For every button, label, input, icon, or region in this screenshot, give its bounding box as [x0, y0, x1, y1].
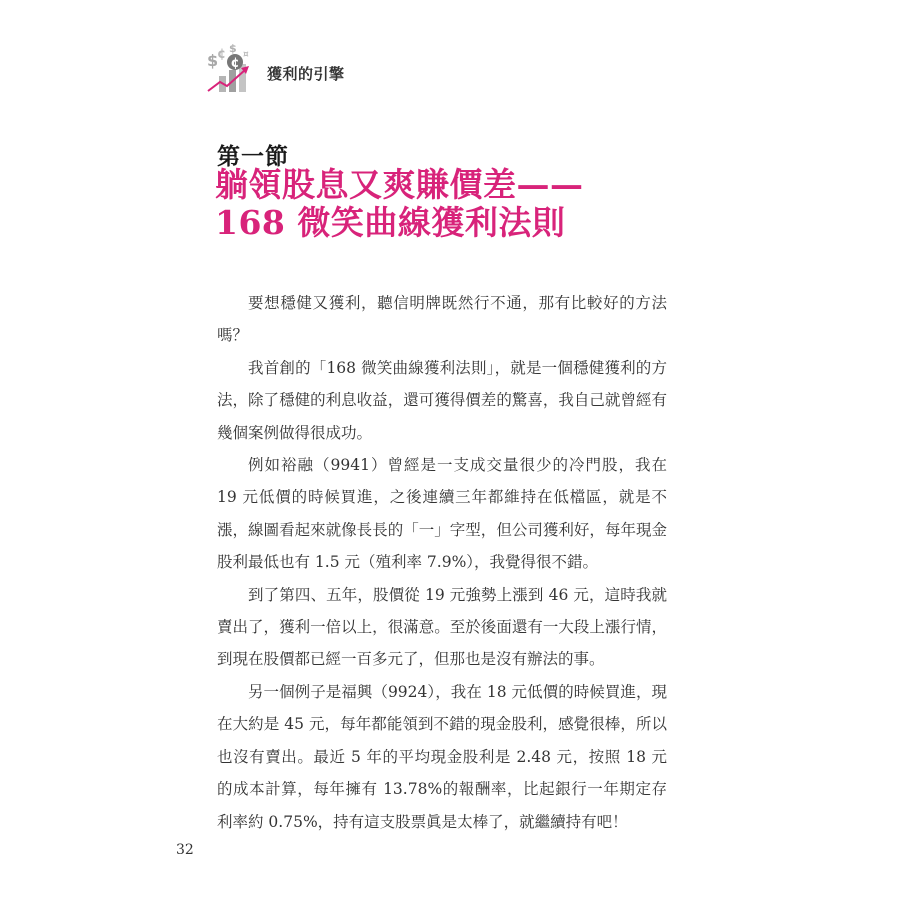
running-title: 獲利的引擎 [267, 65, 345, 83]
paragraph: 例如裕融（9941）曾經是一支成交量很少的冷門股，我在 19 元低價的時候買進，之後連續三年都維持在低檔區，就是不漲，線圖看起來就像長長的「一」字型，但公司獲利好，每年現金股利最低也有 1.5 元（殖利率 7.9%），我覺得很不錯。 [217, 456, 667, 572]
running-header [205, 42, 345, 94]
paragraph: 要想穩健又獲利，聽信明牌既然行不通，那有比較好的方法嗎？ [217, 294, 667, 345]
section-label: 第一節 [217, 144, 289, 170]
svg-text:$: $ [207, 51, 219, 70]
paragraph: 我首創的「168 微笑曲線獲利法則」，就是一個穩健獲利的方法，除了穩健的利息收益，還可獲得價差的驚喜，我自己就曾經有幾個案例做得很成功。 [217, 358, 667, 442]
page-number: 32 [176, 842, 194, 858]
svg-text:¢: ¢ [230, 56, 240, 71]
svg-text:$: $ [229, 44, 237, 55]
paragraph: 另一個例子是福興（9924），我在 18 元低價的時候買進，現在大約是 45 元，每年都能領到不錯的現金股利，感覺很棒，所以也沒有賣出。最近 5 年的平均現金股利是 2.48 元，按照 18 元的成本計算，每年擁有 13.78%的報酬率，比起銀行一年期定存利率約 0.75%，持有這支股票眞是太棒了，就繼續持有吧！ [217, 682, 667, 831]
chapter-title [215, 166, 584, 242]
svg-text:¢: ¢ [217, 47, 227, 62]
chapter-title-line-1: 躺領股息又爽賺價差—— [215, 165, 584, 204]
body-text [217, 287, 667, 838]
svg-text:¤: ¤ [243, 50, 249, 60]
paragraph: 到了第四、五年，股價從 19 元強勢上漲到 46 元，這時我就賣出了，獲利一倍以上，很滿意。至於後面還有一大段上漲行情，到現在股價都已經一百多元了，但那也是沒有辦法的事。 [217, 585, 667, 669]
money-growth-chart-icon [205, 44, 257, 94]
chapter-title-line-2: 168 微笑曲線獲利法則 [215, 203, 566, 242]
